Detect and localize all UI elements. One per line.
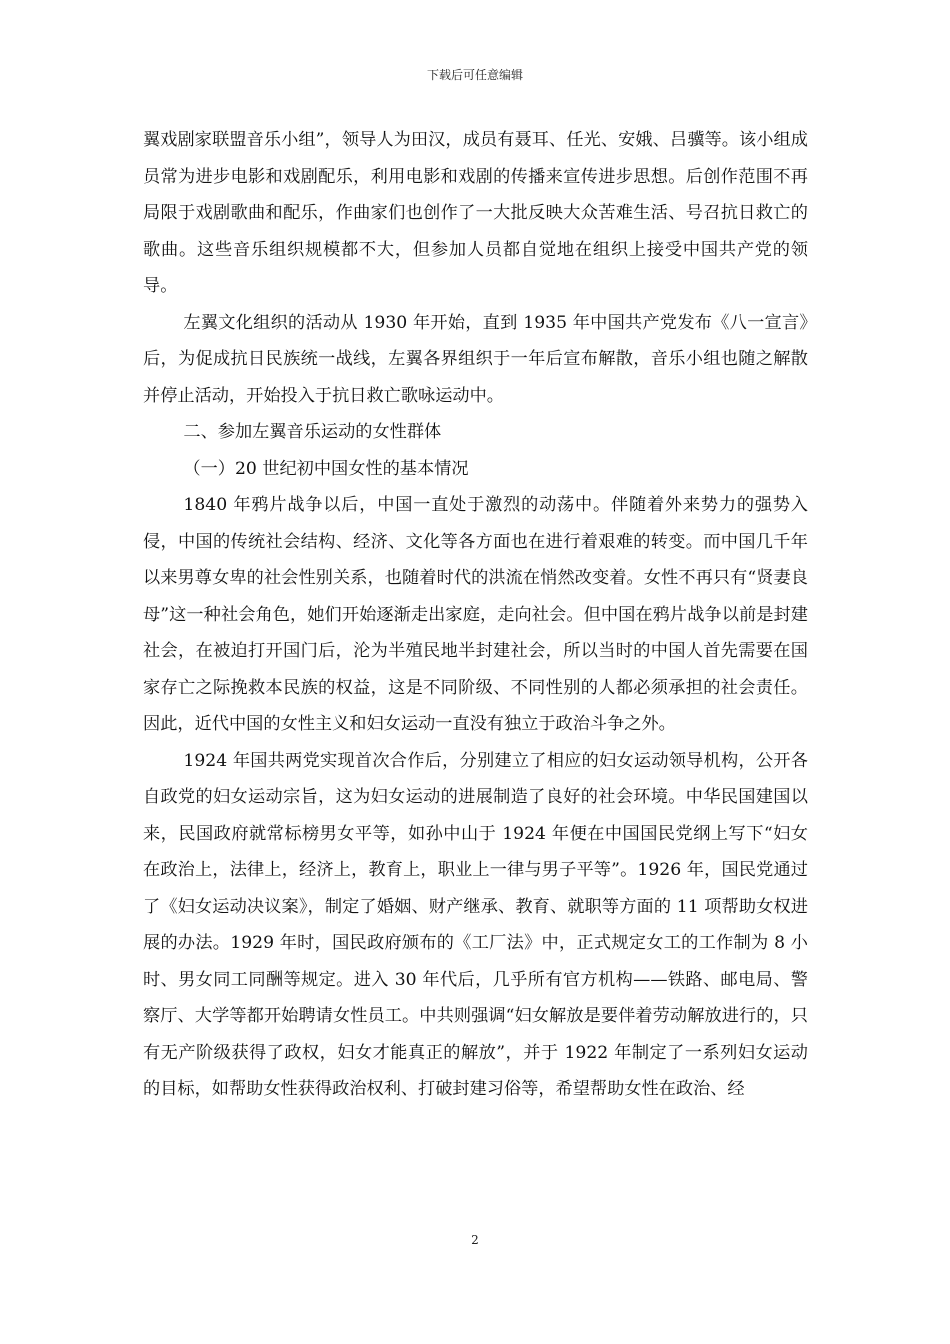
paragraph-left-wing-dissolution: 左翼文化组织的活动从 1930 年开始，直到 1935 年中国共产党发布《八一宣言》后，为促成抗日民族统一战线，左翼各界组织于一年后宣布解散，音乐小组也随之解散并停止活动，开始投入于抗日救亡歌咏运动中。 <box>143 312 808 406</box>
page-number: 2 <box>471 1233 479 1247</box>
subsection-heading: （一）20 世纪初中国女性的基本情况 <box>183 458 469 479</box>
paragraph-continued: 翼戏剧家联盟音乐小组”，领导人为田汉，成员有聂耳、任光、安娥、吕骥等。该小组成员常为进步电影和戏剧配乐，利用电影和戏剧的传播来宣传进步思想。后创作范围不再局限于戏剧歌曲和配乐，作曲家们也创作了一大批反映大众苦难生活、号召抗日救亡的歌曲。这些音乐组织规模都不大，但参加人员都自觉地在组织上接受中国共产党的领导。 <box>143 130 808 296</box>
document-body <box>143 122 808 1108</box>
section-heading: 二、参加左翼音乐运动的女性群体 <box>183 422 442 442</box>
paragraph-women-movement: 1924 年国共两党实现首次合作后，分别建立了相应的妇女运动领导机构，公开各自政党的妇女运动宗旨，这为妇女运动的进展制造了良好的社会环境。中华民国建国以来，民国政府就常标榜男女平等，如孙中山于 1924 年便在中国国民党纲上写下“妇女在政治上，法律上，经济上，教育上，职业上一律与男子平等”。1926 年，国民党通过了《妇女运动决议案》，制定了婚姻、财产继承、教育、就职等方面的 11 项帮助女权进展的办法。1929 年时，国民政府颁布的《工厂法》中，正式规定女工的工作制为 8 小时、男女同工同酬等规定。进入 30 年代后，几乎所有官方机构——铁路、邮电局、警察厅、大学等都开始聘请女性员工。中共则强调“妇女解放是要伴着劳动解放进行的，只有无产阶级获得了政权，妇女才能真正的解放”，并于 1922 年制定了一系列妇女运动的目标，如帮助女性获得政治权利、打破封建习俗等，希望帮助女性在政治、经 <box>143 750 808 1099</box>
page-header: 下载后可任意编辑 <box>426 68 523 82</box>
paragraph-women-status: 1840 年鸦片战争以后，中国一直处于激烈的动荡中。伴随着外来势力的强势入侵，中国的传统社会结构、经济、文化等各方面也在进行着艰难的转变。而中国几千年以来男尊女卑的社会性别关系，也随着时代的洪流在悄然改变着。女性不再只有“贤妻良母”这一种社会角色，她们开始逐渐走出家庭，走向社会。但中国在鸦片战争以前是封建社会，在被迫打开国门后，沦为半殖民地半封建社会，所以当时的中国人首先需要在国家存亡之际挽救本民族的权益，这是不同阶级、不同性别的人都必须承担的社会责任。因此，近代中国的女性主义和妇女运动一直没有独立于政治斗争之外。 <box>143 495 808 734</box>
